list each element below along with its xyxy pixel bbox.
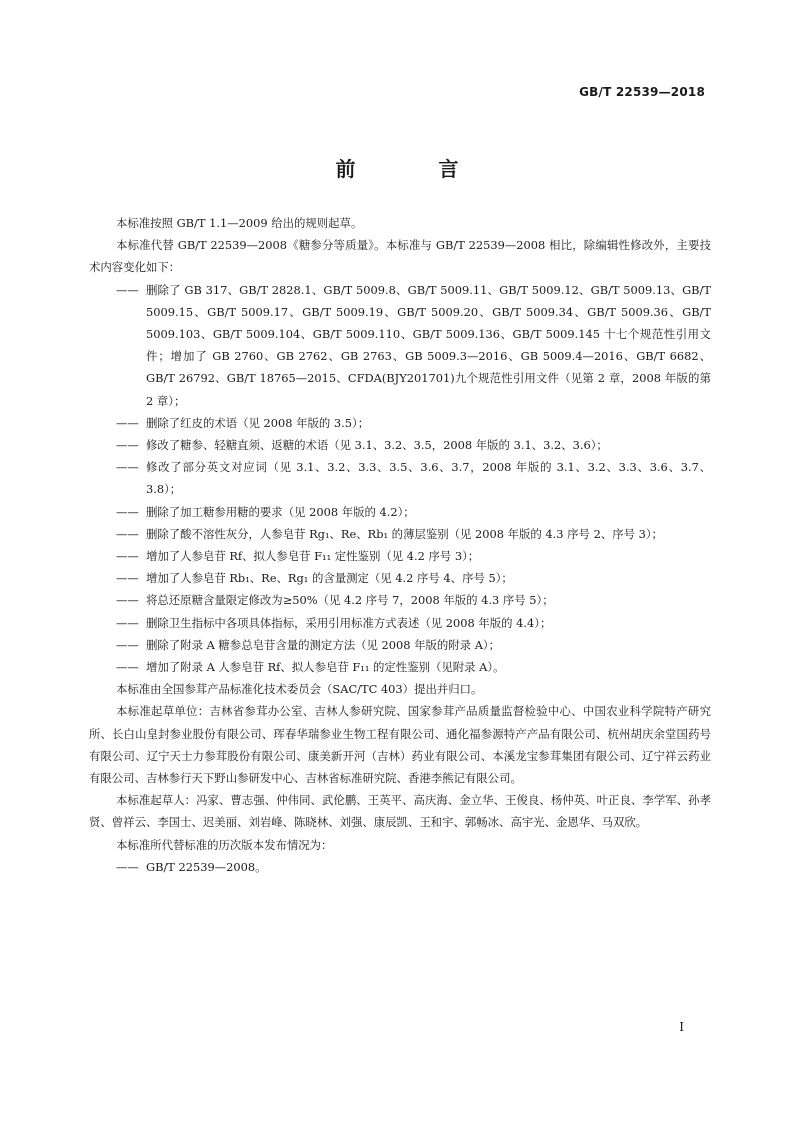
dash-mark: —— — [116, 637, 139, 652]
dash-mark: —— — [116, 460, 139, 475]
change-text: 删除了酸不溶性灰分，人参皂苷 Rg₁、Re、Rb₁ 的薄层鉴别（见 2008 年版的 4.3 序号 2、序号 3）； — [146, 526, 663, 541]
change-item — [89, 567, 711, 589]
dash-mark: —— — [116, 438, 139, 453]
change-item — [89, 545, 711, 567]
dash-mark: —— — [116, 415, 139, 430]
change-text: 增加了附录 A 人参皂苷 Rf、拟人参皂苷 F₁₁ 的定性鉴别（见附录 A）。 — [146, 660, 505, 675]
dash-mark: —— — [116, 593, 139, 608]
paragraph: 本标准代替 GB/T 22539—2008《糖参分等质量》。本标准与 GB/T 22539—2008 相比，除编辑性修改外，主要技术内容变化如下： — [89, 238, 711, 275]
dash-mark: —— — [116, 571, 139, 586]
change-text: 删除了 GB 317、GB/T 2828.1、GB/T 5009.8、GB/T 5009.11、GB/T 5009.12、GB/T 5009.13、GB/T 5009.15、GB/T 5009.17、GB/T 5009.19、GB/T 5009.20、GB/T 5009.34、GB/T 5009.36、GB/T 5009.103、GB/T 5009.104、GB/T 5009.110、GB/T 5009.136、GB/T 5009.145 十七个规范性引用文件；增加了 GB 2760、GB 2762、GB 2763、GB 5009.3—2016、GB 5009.4—2016、GB/T 6682、GB/T 26792、GB/T 18765—2015、CFDA(BJY201701)九个规范性引用文件（见第 2 章，2008 年版的第 2 章）； — [146, 282, 711, 408]
history-item — [89, 856, 711, 878]
change-text: 删除卫生指标中各项具体指标，采用引用标准方式表述（见 2008 年版的 4.4）； — [146, 615, 552, 630]
change-item — [89, 523, 711, 545]
history-text: GB/T 22539—2008。 — [146, 859, 267, 874]
change-item — [89, 656, 711, 678]
change-item — [89, 634, 711, 656]
dash-mark: —— — [116, 859, 139, 874]
standard-number: GB/T 22539—2018 — [579, 85, 705, 99]
dash-mark: —— — [116, 549, 139, 564]
dash-mark: —— — [116, 526, 139, 541]
change-item — [89, 501, 711, 523]
change-text: 删除了加工糖参用糖的要求（见 2008 年版的 4.2）； — [146, 504, 415, 519]
dash-mark: —— — [116, 504, 139, 519]
foreword-body — [89, 212, 711, 878]
change-text: 将总还原糖含量限定修改为≥50%（见 4.2 序号 7，2008 年版的 4.3 序号 5）； — [146, 593, 554, 608]
change-item — [89, 412, 711, 434]
change-text: 增加了人参皂苷 Rf、拟人参皂苷 F₁₁ 定性鉴别（见 4.2 序号 3）； — [146, 549, 480, 564]
paragraph: 本标准起草单位：吉林省参茸办公室、吉林人参研究院、国家参茸产品质量监督检验中心、中国农业科学院特产研究所、长白山皇封参业股份有限公司、珲春华瑞参业生物工程有限公司、通化福参源特产产品有限公司、杭州胡庆余堂国药号有限公司、辽宁天士力参茸股份有限公司、康美新开河（吉林）药业有限公司、本溪龙宝参茸集团有限公司、辽宁祥云药业有限公司、吉林参行天下野山参研发中心、吉林省标准研究院、香港李熊记有限公司。 — [89, 704, 711, 786]
paragraph: 本标准所代替标准的历次版本发布情况为： — [116, 837, 333, 852]
change-text: 修改了糖参、轻糖直须、返糖的术语（见 3.1、3.2、3.5，2008 年版的 3.1、3.2、3.6）； — [146, 438, 608, 453]
dash-mark: —— — [116, 282, 139, 297]
dash-mark: —— — [116, 615, 139, 630]
change-item — [89, 434, 711, 456]
change-item — [89, 456, 711, 500]
paragraph: 本标准由全国参茸产品标准化技术委员会（SAC/TC 403）提出并归口。 — [116, 682, 483, 697]
change-text: 修改了部分英文对应词（见 3.1、3.2、3.3、3.5、3.6、3.7，2008 年版的 3.1、3.2、3.3、3.6、3.7、3.8）； — [146, 460, 711, 497]
change-text: 删除了附录 A 糖参总皂苷含量的测定方法（见 2008 年版的附录 A）； — [146, 637, 501, 652]
change-item — [89, 279, 711, 412]
change-item — [89, 589, 711, 611]
dash-mark: —— — [116, 660, 139, 675]
change-text: 删除了红皮的术语（见 2008 年版的 3.5）； — [146, 415, 370, 430]
change-item — [89, 612, 711, 634]
change-text: 增加了人参皂苷 Rb₁、Re、Rg₁ 的含量测定（见 4.2 序号 4、序号 5）； — [146, 571, 513, 586]
paragraph: 本标准起草人：冯家、曹志强、仲伟同、武伦鹏、王英平、高庆海、金立华、王俊良、杨仲英、叶正良、李学军、孙孝贤、曾祥云、李国士、迟美丽、刘岩峰、陈晓林、刘强、康辰凯、王和宇、郭畅冰、高宇光、金恩华、马双欣。 — [89, 793, 711, 830]
page-title: 前 言 — [335, 157, 497, 181]
page-number: I — [679, 1020, 684, 1034]
paragraph: 本标准按照 GB/T 1.1—2009 给出的规则起草。 — [116, 216, 363, 230]
